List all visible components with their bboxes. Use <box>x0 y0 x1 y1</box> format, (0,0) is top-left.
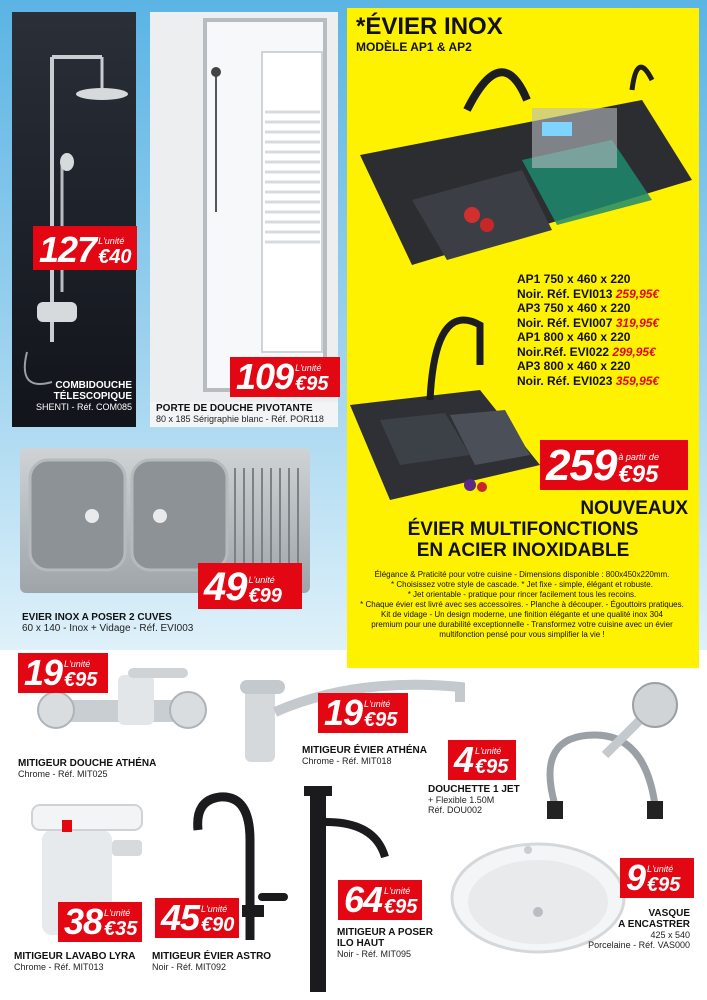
price-cents: €40 <box>98 246 132 268</box>
mitigeur-evier-athena-price-tag <box>318 693 408 733</box>
product-ref: Réf. DOU002 <box>428 805 483 815</box>
mitigeur-astro-caption <box>152 951 292 972</box>
product-ref: Chrome - Réf. MIT013 <box>14 962 104 972</box>
mitigeur-lavabo-price-tag <box>58 902 142 942</box>
product-title: PORTE DE DOUCHE PIVOTANTE <box>156 403 313 414</box>
price-cents: €95 <box>295 373 329 395</box>
price-euros: 19 <box>24 652 63 693</box>
spec-dim: AP1 800 x 460 x 220 <box>517 330 631 344</box>
spec-ref: Noir. Réf. EVI023 <box>517 373 613 388</box>
spec-price: 319,95€ <box>615 315 660 330</box>
mitigeur-evier-athena-caption <box>302 745 462 766</box>
price-cents: €95 <box>647 874 681 896</box>
evier-inox-photo-1 <box>352 60 697 270</box>
spec-price: 259,95€ <box>615 286 660 301</box>
price-cents: €95 <box>384 896 418 918</box>
price-cents: €95 <box>364 709 398 731</box>
evier-inox-photo-2 <box>350 305 540 505</box>
mitigeur-ilo-caption <box>337 927 457 959</box>
product-title: EVIER INOX A POSER 2 CUVES <box>22 612 172 623</box>
product-title: MITIGEUR A POSER <box>337 927 433 938</box>
product-ref: SHENTI - Réf. COM085 <box>35 402 132 412</box>
product-title: DOUCHETTE 1 JET <box>428 784 520 795</box>
product-ref: Porcelaine - Réf. VAS000 <box>588 940 690 950</box>
vasque-price-tag <box>620 858 694 898</box>
price-unit: L'unité <box>201 904 228 914</box>
price-unit: L'unité <box>248 575 275 585</box>
product-ref: Noir - Réf. MIT092 <box>152 962 227 972</box>
product-title: COMBIDOUCHE <box>55 380 132 391</box>
product-ref: Chrome - Réf. MIT018 <box>302 756 392 766</box>
combidouche-caption <box>14 380 132 412</box>
price-unit: L'unité <box>384 886 411 896</box>
spec-dim: AP3 800 x 460 x 220 <box>517 359 631 373</box>
price-cents: €95 <box>475 756 509 778</box>
product-title-line-2: TÉLESCOPIQUE <box>53 391 132 402</box>
spec-ref: Noir.Réf. EVI022 <box>517 344 610 359</box>
product-dimensions: 425 x 540 <box>650 930 690 940</box>
product-title-line-2: ILO HAUT <box>337 938 385 949</box>
price-cents: €99 <box>248 585 282 607</box>
combidouche-photo <box>12 12 136 427</box>
price-unit: L'unité <box>104 908 131 918</box>
price-euros: 127 <box>39 229 97 270</box>
price-euros: 49 <box>204 565 247 609</box>
spec-price: 299,95€ <box>612 344 656 359</box>
douchette-caption <box>428 784 538 815</box>
mitigeur-ilo-price-tag <box>338 880 422 920</box>
price-euros: 19 <box>324 692 363 733</box>
price-euros: 38 <box>64 901 103 942</box>
product-title-line-2: A ENCASTRER <box>618 919 690 930</box>
spec-dim: AP1 750 x 460 x 220 <box>517 272 631 286</box>
price-euros: 4 <box>454 739 474 780</box>
product-title: MITIGEUR ÉVIER ASTRO <box>152 951 272 962</box>
price-unit: L'unité <box>647 864 674 874</box>
price-cents: €95 <box>64 669 98 691</box>
price-unit: L'unité <box>475 746 502 756</box>
porte-douche-caption <box>156 403 341 424</box>
spec-ref: Noir. Réf. EVI007 <box>517 315 613 330</box>
porte-douche-price-tag <box>230 357 340 397</box>
price-label: à partir de <box>618 452 659 462</box>
price-unit: L'unité <box>364 699 391 709</box>
evier-inox-price-tag <box>540 440 688 490</box>
spec-dim: AP3 750 x 460 x 220 <box>517 301 631 315</box>
price-euros: 64 <box>344 879 383 920</box>
evier-2-cuves-caption <box>22 612 312 634</box>
description-line: premium pour une durabilité exceptionnelle - Transformez votre cuisine avec un évier <box>371 620 673 629</box>
price-unit: L'unité <box>98 236 125 246</box>
price-euros: 9 <box>626 857 646 898</box>
product-title: MITIGEUR DOUCHE ATHÉNA <box>18 758 157 769</box>
product-ref: 60 x 140 - Inox + Vidage - Réf. EVI003 <box>22 623 194 634</box>
product-title: MITIGEUR ÉVIER ATHÉNA <box>302 745 428 756</box>
evier-inox-header <box>356 14 503 54</box>
description-line: * Jet orientable - pratique pour rincer facilement tous les recoins. <box>407 590 637 599</box>
price-cents: €90 <box>201 914 235 936</box>
mitigeur-douche-price-tag <box>18 653 108 693</box>
description-line: * Chaque évier est livré avec ses accessoires. - Planche à découper. - Égouttoirs pratiques. <box>360 600 684 609</box>
evier-inox-subtitle: MODÈLE AP1 & AP2 <box>356 40 472 54</box>
spec-ref-line <box>517 287 659 302</box>
evier-inox-headline <box>352 498 694 561</box>
douchette-photo <box>535 675 695 825</box>
product-ref: Chrome - Réf. MIT025 <box>18 769 108 779</box>
spec-price: 359,95€ <box>615 373 660 388</box>
description-line: Kit de vidage - Un design moderne, une finition élégante et une qualité inox 304 <box>381 610 663 619</box>
mitigeur-astro-price-tag <box>155 898 239 938</box>
headline-line-1: NOUVEAUX <box>580 498 688 519</box>
spec-ref: Noir. Réf. EVI013 <box>517 286 613 301</box>
description-line: Élégance & Praticité pour votre cuisine - Dimensions disponible : 800x450x220mm. <box>374 570 670 579</box>
price-unit: L'unité <box>295 363 322 373</box>
price-unit: L'unité <box>64 659 91 669</box>
headline-line-3: EN ACIER INOXIDABLE <box>416 540 630 561</box>
description-line: * Choisissez votre style de cascade. * Jet fixe - simple, élégant et robuste. <box>391 580 653 589</box>
price-cents: €95 <box>618 461 659 488</box>
mitigeur-douche-caption <box>18 758 218 779</box>
price-euros: 45 <box>161 897 200 938</box>
evier-2-cuves-price-tag <box>198 563 302 609</box>
product-detail: + Flexible 1.50M <box>428 795 495 805</box>
headline-line-2: ÉVIER MULTIFONCTIONS <box>407 519 639 540</box>
evier-inox-title: *ÉVIER INOX <box>356 13 503 40</box>
combidouche-price-tag <box>33 226 137 270</box>
vasque-caption <box>575 908 690 950</box>
price-cents: €35 <box>104 918 138 940</box>
product-ref: Noir - Réf. MIT095 <box>337 949 412 959</box>
product-ref: 80 x 185 Sérigraphie blanc - Réf. POR118 <box>156 414 324 424</box>
evier-inox-description <box>348 570 696 640</box>
douchette-price-tag <box>448 740 516 780</box>
description-line: multifonction pensé pour vous simplifier la vie ! <box>439 630 605 639</box>
product-title: VASQUE <box>648 908 690 919</box>
mitigeur-lavabo-caption <box>14 951 154 972</box>
price-euros: 259 <box>546 441 617 490</box>
price-euros: 109 <box>236 356 294 397</box>
product-title: MITIGEUR LAVABO LYRA <box>14 951 136 962</box>
